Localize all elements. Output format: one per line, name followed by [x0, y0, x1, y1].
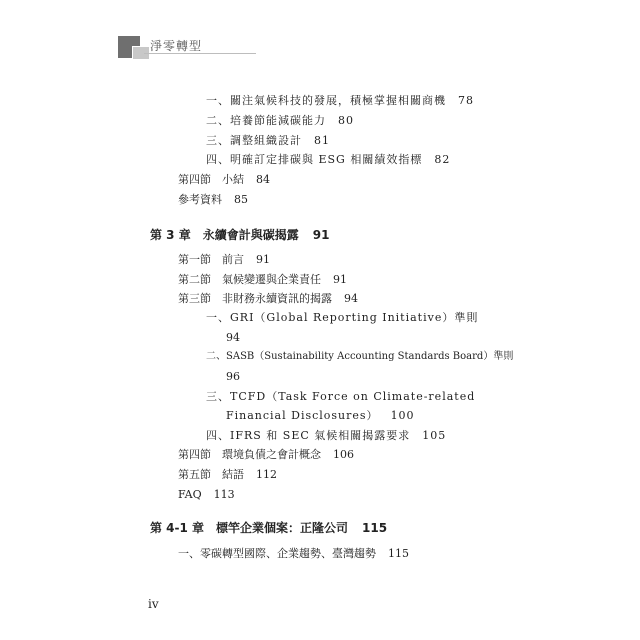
toc-entry-page: 113	[213, 488, 235, 501]
chapter-title: 第 4-1 章 標竿企業個案：正隆公司	[150, 521, 349, 535]
toc-entry-label: 一、零碳轉型國際、企業趨勢、臺灣趨勢	[178, 547, 376, 560]
toc-entry	[206, 134, 330, 148]
toc-entry-page-wrapped: 96	[226, 370, 240, 383]
header-rule	[144, 53, 256, 54]
toc-entry	[206, 390, 475, 404]
toc-entry-page: 105	[422, 429, 447, 442]
toc-entry-label: 二、SASB（Sustainability Accounting Standards Board）準則	[206, 351, 514, 362]
toc-entry-page: 106	[333, 448, 354, 461]
toc-entry-page: 85	[234, 193, 248, 206]
toc-entry-label: 第四節 環境負債之會計概念	[178, 448, 321, 461]
toc-entry-label: 參考資料	[178, 193, 222, 206]
toc-entry	[178, 547, 409, 561]
toc-entry-label: 第四節 小結	[178, 173, 244, 186]
toc-entry-page: 91	[333, 273, 347, 286]
toc-entry-label: 第二節 氣候變遷與企業責任	[178, 273, 321, 286]
toc-entry-page: 84	[256, 173, 270, 186]
toc-entry-page: 94	[344, 292, 358, 305]
toc-entry-page: 91	[256, 253, 270, 266]
chapter-page: 115	[362, 521, 388, 535]
toc-section	[178, 448, 354, 462]
toc-entry-page: 115	[388, 547, 409, 560]
toc-entry-page: 82	[434, 153, 451, 166]
toc-entry-label: 一、關注氣候科技的發展，積極掌握相關商機	[206, 94, 446, 107]
toc-section	[178, 253, 270, 267]
toc-entry-label: 四、明確訂定排碳與 ESG 相關績效指標	[206, 153, 423, 166]
toc-entry-continued	[226, 409, 415, 423]
toc-entry	[206, 153, 450, 167]
toc-entry	[206, 350, 513, 364]
toc-section	[178, 173, 270, 187]
toc-entry	[206, 114, 354, 128]
toc-entry-label: 第五節 結語	[178, 468, 244, 481]
toc-entry	[206, 429, 446, 443]
page-number: iv	[148, 597, 159, 611]
running-header-title: 淨零轉型	[150, 39, 203, 53]
toc-entry-label: 第一節 前言	[178, 253, 244, 266]
toc-entry-label: 四、IFRS 和 SEC 氣候相關揭露要求	[206, 429, 411, 442]
toc-entry-label: Financial Disclosures）	[226, 409, 379, 422]
toc-entry-page: 80	[338, 114, 354, 127]
toc-section	[178, 488, 235, 502]
toc-entry-page: 112	[256, 468, 277, 481]
toc-entry-page: 78	[458, 94, 474, 107]
chapter-title: 第 3 章 永續會計與碳揭露	[150, 228, 299, 242]
toc-chapter-heading	[150, 228, 329, 242]
toc-chapter-heading	[150, 521, 387, 535]
toc-entry-page: 81	[314, 134, 330, 147]
toc-entry-label: FAQ	[178, 488, 202, 501]
toc-section	[178, 193, 248, 207]
toc-section	[178, 273, 347, 287]
toc-entry-label: 三、調整組織設計	[206, 134, 302, 147]
toc-entry-label: 一、GRI（Global Reporting Initiative）準則	[206, 311, 479, 324]
chapter-page: 91	[312, 228, 330, 242]
toc-entry-label: 第三節 非財務永續資訊的揭露	[178, 292, 332, 305]
toc-entry	[206, 311, 478, 325]
toc-entry-label: 二、培養節能減碳能力	[206, 114, 326, 127]
toc-entry-page: 100	[390, 409, 415, 422]
toc-entry	[206, 94, 474, 108]
toc-entry-page-wrapped: 94	[226, 331, 240, 344]
toc-entry-label: 三、TCFD（Task Force on Climate-related	[206, 390, 476, 403]
toc-section	[178, 292, 358, 306]
toc-section	[178, 468, 277, 482]
